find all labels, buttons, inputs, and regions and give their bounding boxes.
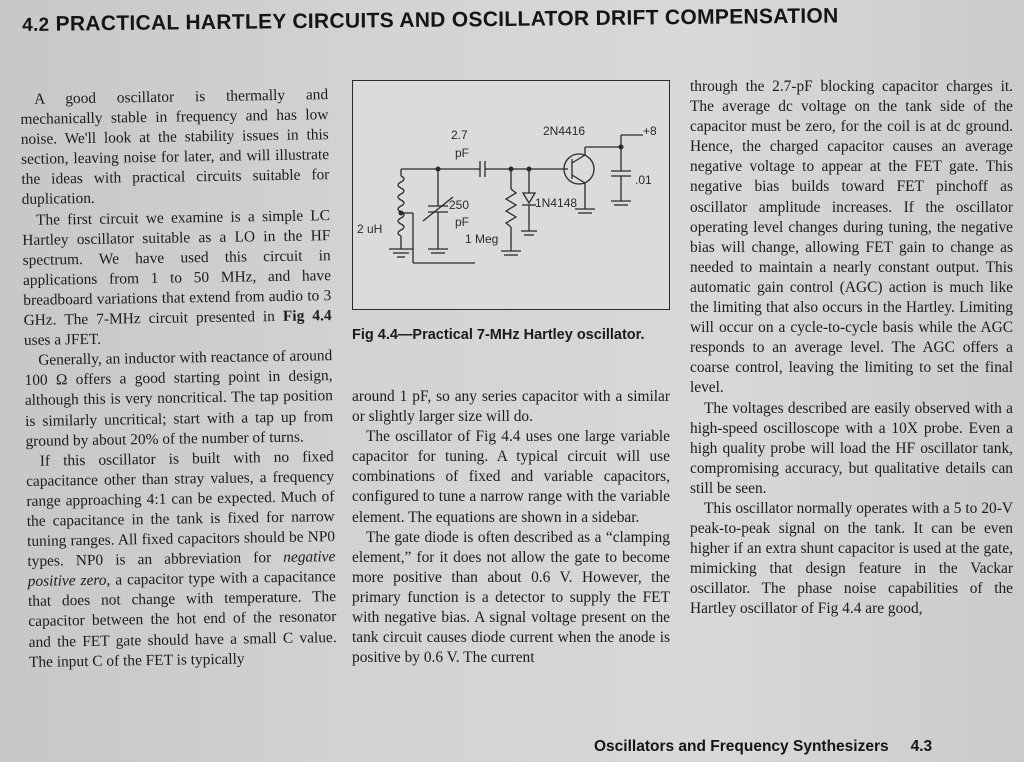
section-heading xyxy=(22,3,842,38)
paragraph: The oscillator of Fig 4.4 uses one large variable capacitor for tuning. A typical circuit will use combinations of fixed and variable capacitors, configured to tune a narrow range with the variable element. The equations are shown in a sidebar. xyxy=(352,428,670,526)
paragraph: A good oscillator is thermally and mechanically stable in frequency and has low noise. We'll look at the stability issues in this section, leaving noise for later, and will illustrate the ideas with practical circuits suitable for duplication. xyxy=(20,86,330,209)
diode-label: 1N4148 xyxy=(535,196,578,210)
resistor-label: 1 Meg xyxy=(465,232,499,246)
text-column-right xyxy=(690,77,1013,620)
paragraph xyxy=(26,447,337,673)
paragraph: The voltages described are easily observed with a high-speed oscilloscope with a 10X probe. Even a high quality probe will load the HF oscillator tank, compromising accuracy, but qualitative details can still be seen. xyxy=(690,399,1013,497)
supply-label: +8 xyxy=(643,124,657,138)
section-number: 4.2 xyxy=(22,14,50,36)
schematic-diagram xyxy=(353,81,669,309)
page-number: 4.3 xyxy=(910,738,933,755)
paragraph: Generally, an inductor with reactance of around 100 Ω offers a good starting point in design, although this is very noncritical. The tap position is similarly uncritical; start with a tap up from ground by about 20% of the number of turns. xyxy=(24,347,334,450)
paragraph: around 1 pF, so any series capacitor with a similar or slightly larger size will do. xyxy=(352,388,670,426)
resistor-symbol xyxy=(506,189,516,227)
book-title: Oscillators and Frequency Synthesizers xyxy=(594,738,889,755)
figure-reference: Fig 4.4 xyxy=(282,307,332,325)
paragraph-text: uses a JFET. xyxy=(23,330,102,350)
paragraph-text: , a capacitor type with a capacitance that does not change with temperature. The capacitor between the hot end of the resonator and the FET gate should have a small C value. The input C of the FET is typically xyxy=(27,568,337,671)
inductor-coil xyxy=(398,176,404,236)
varcap-value-label: 250 xyxy=(449,198,470,212)
paragraph xyxy=(22,206,332,351)
inductor-label: 2 uH xyxy=(357,222,383,236)
section-title: PRACTICAL HARTLEY CIRCUITS AND OSCILLATOR DRIFT COMPENSATION xyxy=(55,4,839,36)
paragraph: This oscillator normally operates with a 5 to 20-V peak-to-peak signal on the tank. It can be even higher if an extra shunt capacitor is used at the gate, mimicking that design feature in the Vackar oscillator. The phase noise capabilities of the Hartley oscillator of Fig 4.4 are good, xyxy=(690,499,1013,618)
cap-unit-label: pF xyxy=(455,146,470,160)
text-column-middle xyxy=(352,387,670,668)
text-column-left xyxy=(20,85,337,672)
varcap-unit-label: pF xyxy=(455,215,470,229)
paragraph: through the 2.7-pF blocking capacitor charges it. The average dc voltage on the tank side of the capacitor must be zero, for the coil is at dc ground. Hence, the charged capacitor causes an average negative voltage to appear at the FET gate. This negative bias builds toward FET pinchoff as oscillator amplitude increases. If the oscillator operating level changes during tuning, the negative bias will change, allowing FET gain to change as needed to maintain a nearly constant output. This automatic gain control (AGC) action is much like the limiting that also occurs in the Hartley. Limiting will occur on a cycle-to-cycle basis while the AGC responds to an average level. The AGC offers a coarse control, leaving the limiting to set the final level. xyxy=(690,78,1013,397)
paragraph: The gate diode is often described as a “clamping element,” for it does not allow the gate to become more positive than about 0.6 V. However, the primary function is a detector to supply the FET with negative bias. A signal voltage present on the tank circuit causes diode current when the anode is positive by 0.6 V. The current xyxy=(352,528,670,667)
emphasis-text: negative positive zero xyxy=(27,548,336,591)
fet-label: 2N4416 xyxy=(543,124,586,138)
figure-caption: Fig 4.4—Practical 7-MHz Hartley oscillator. xyxy=(352,327,645,343)
cap-value-label: 2.7 xyxy=(451,128,468,142)
page-footer xyxy=(594,738,1014,756)
paragraph-text: If this oscillator is built with no fixed capacitance other than stray values, a frequency range approaching 4:1 can be expected. Much of the capacitance in the tank is fixed for narrow tuning ranges. All fixed capacitors should be NP0 types. NP0 is an abbreviation for xyxy=(26,447,336,571)
paragraph-text: The first circuit we examine is a simple LC Hartley oscillator suitable as a LO in the HF spectrum. We have used this circuit in applications from 1 to 50 MHz, and have breadboard variations that extend from audio to 3 GHz. The 7-MHz circuit presented in xyxy=(22,206,332,330)
bypass-cap-label: .01 xyxy=(635,173,652,187)
circuit-figure xyxy=(352,80,670,310)
